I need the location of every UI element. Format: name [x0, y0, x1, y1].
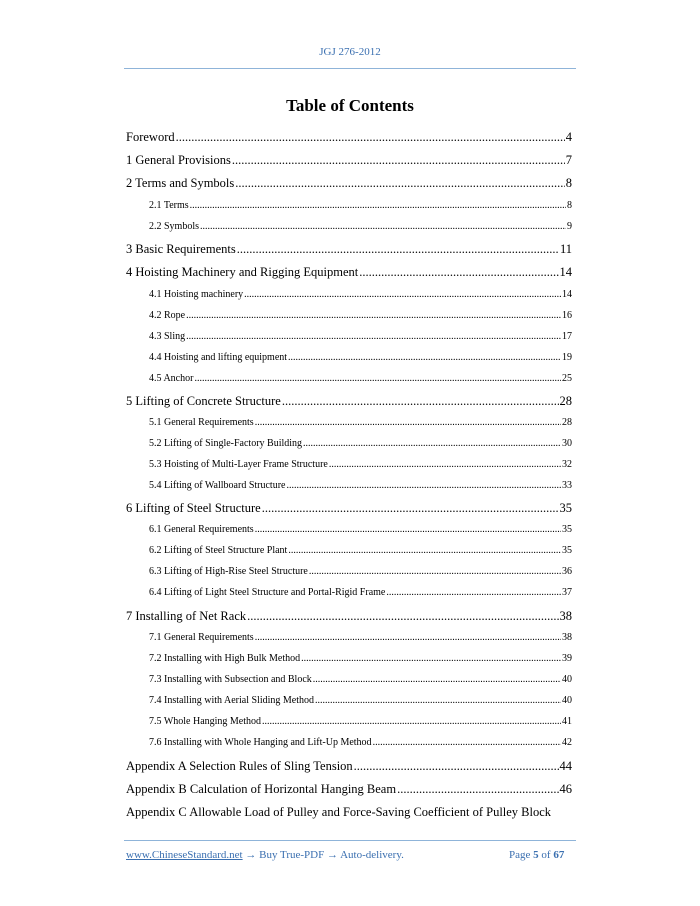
toc-entry-section-6-4[interactable]: 6.4 Lifting of Light Steel Structure and Portal-Rigid Frame ..... 37: [149, 584, 572, 598]
toc-entry-section-5-2[interactable]: 5.2 Lifting of Single-Factory Building ..... 30: [149, 435, 572, 449]
toc-entry-section-7-6[interactable]: 7.6 Installing with Whole Hanging and Lift-Up Method ..... 42: [149, 734, 572, 748]
toc-entry-chapter-4[interactable]: 4 Hoisting Machinery and Rigging Equipment ..... 14: [126, 263, 572, 280]
toc-entry-chapter-5[interactable]: 5 Lifting of Concrete Structure ..... 28: [126, 392, 572, 409]
toc-entry-section-5-3[interactable]: 5.3 Hoisting of Multi-Layer Frame Structure ..... 32: [149, 456, 572, 470]
page-indicator: [509, 849, 564, 861]
toc-entry-chapter-3[interactable]: 3 Basic Requirements ..... 11: [126, 240, 572, 257]
footer-divider: [124, 840, 576, 841]
toc-entry-chapter-2[interactable]: 2 Terms and Symbols ..... 8: [126, 174, 572, 191]
toc-entry-section-7-4[interactable]: 7.4 Installing with Aerial Sliding Method ..... 40: [149, 692, 572, 706]
page-current: 5: [533, 849, 539, 861]
toc-entry-section-4-3[interactable]: 4.3 Sling ..... 17: [149, 328, 572, 342]
page-of: of: [538, 849, 554, 861]
toc-entry-section-4-5[interactable]: 4.5 Anchor ..... 25: [149, 370, 572, 384]
toc-entry-section-4-1[interactable]: 4.1 Hoisting machinery ..... 14: [149, 286, 572, 300]
toc-entry-chapter-7[interactable]: 7 Installing of Net Rack ..... 38: [126, 607, 572, 624]
toc-entry-foreword[interactable]: Foreword ..... 4: [126, 128, 572, 145]
toc-entry-appendix-a[interactable]: Appendix A Selection Rules of Sling Tension ..... 44: [126, 757, 572, 774]
document-code: JGJ 276-2012: [319, 46, 381, 58]
page-total: 67: [553, 849, 565, 861]
toc-entry-section-6-2[interactable]: 6.2 Lifting of Steel Structure Plant ..... 35: [149, 542, 572, 556]
toc-entry-appendix-b[interactable]: Appendix B Calculation of Horizontal Hanging Beam ..... 46: [126, 780, 572, 797]
footer-promo: [126, 849, 404, 861]
toc-entry-section-2-1[interactable]: 2.1 Terms ..... 8: [149, 197, 572, 211]
page-title: Table of Contents: [286, 96, 414, 115]
toc-entry-chapter-6[interactable]: 6 Lifting of Steel Structure ..... 35: [126, 499, 572, 516]
toc-entry-section-6-3[interactable]: 6.3 Lifting of High-Rise Steel Structure ..... 36: [149, 563, 572, 577]
page-prefix: Page: [509, 849, 534, 861]
header-divider: [124, 68, 576, 69]
toc-entry-chapter-1[interactable]: 1 General Provisions ..... 7: [126, 151, 572, 168]
toc-entry-section-5-4[interactable]: 5.4 Lifting of Wallboard Structure ..... 33: [149, 477, 572, 491]
toc-entry-section-7-3[interactable]: 7.3 Installing with Subsection and Block ..... 40: [149, 671, 572, 685]
toc-entry-section-7-5[interactable]: 7.5 Whole Hanging Method ..... 41: [149, 713, 572, 727]
toc-entry-section-7-2[interactable]: 7.2 Installing with High Bulk Method ..... 39: [149, 650, 572, 664]
footer-tagline: → Buy True-PDF → Auto-delivery.: [242, 849, 404, 861]
toc-entry-section-4-4[interactable]: 4.4 Hoisting and lifting equipment ..... 19: [149, 349, 572, 363]
website-link[interactable]: www.ChineseStandard.net: [126, 849, 243, 861]
toc-entry-section-4-2[interactable]: 4.2 Rope ..... 16: [149, 307, 572, 321]
toc-entry-section-2-2[interactable]: 2.2 Symbols ..... 9: [149, 218, 572, 232]
toc-entry-section-5-1[interactable]: 5.1 General Requirements ..... 28: [149, 414, 572, 428]
toc-entry-section-7-1[interactable]: 7.1 General Requirements ..... 38: [149, 629, 572, 643]
toc-entry-section-6-1[interactable]: 6.1 General Requirements ..... 35: [149, 521, 572, 535]
toc-entry-appendix-c[interactable]: Appendix C Allowable Load of Pulley and Force-Saving Coefficient of Pulley Block: [126, 805, 552, 819]
